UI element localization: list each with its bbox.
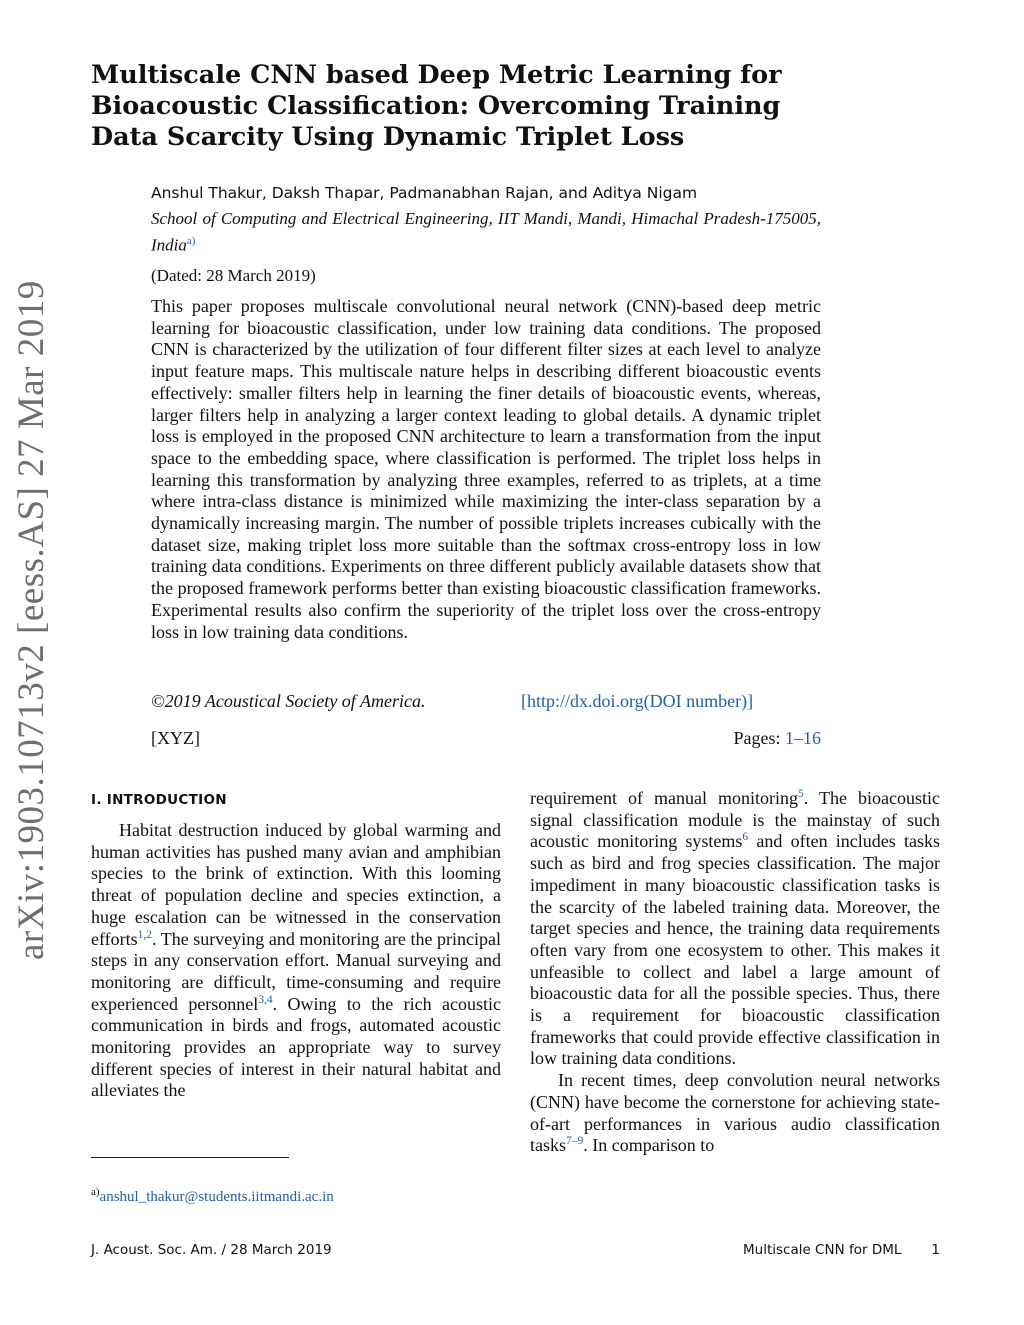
date-line: (Dated: 28 March 2019) <box>151 266 316 285</box>
citation-ref[interactable]: 6 <box>742 831 749 844</box>
footnote <box>91 1186 334 1206</box>
intro-paragraph-1-continued <box>530 788 940 1070</box>
affiliation-footnote-mark[interactable]: a) <box>186 235 196 247</box>
intro-text-f: and often includes tasks such as bird and frog species classification. The major impediment in many bioacoustic classification tasks is the scarcity of the labeled training data. Moreover, the target species and hence, the training data requirements often vary from one ecosystem to other. This makes it unfeasible to collect and label a large amount of bioacoustic data for all the possible species. Thus, there is a requirement for bioacoustic classification frameworks that could provide effective classification in low training data conditions. <box>530 831 940 1069</box>
citation-ref[interactable]: 1,2 <box>137 928 153 941</box>
citation-ref[interactable]: 5 <box>798 788 804 800</box>
pacs-line <box>151 728 821 749</box>
left-column <box>91 820 501 1102</box>
pages-link[interactable]: 1–16 <box>785 728 821 748</box>
copyright-line <box>151 690 821 712</box>
abstract: This paper proposes multiscale convolutional neural network (CNN)-based deep metric learning for bioacoustic classification, under low training data conditions. The proposed CNN is characterized by the utilization of four different filter sizes at each level to analyze input feature maps. This multiscale nature helps in describing different bioacoustic events effectively: smaller filters help in learning the finer details of bioacoustic events, whereas, larger filters help in analyzing a larger context leading to global details. A dynamic triplet loss is employed in the proposed CNN architecture to learn a transformation from the input space to the embedding space, where classification is performed. The triplet loss helps in learning this transformation by analyzing three examples, referred to as triplets, at a time where intra-class distance is minimized while maximizing the inter-class separation by a dynamically increasing margin. The number of possible triplets increases cubically with the dataset size, making triplet loss more suitable than the softmax cross-entropy loss in low training data conditions. Experiments on three different publicly available datasets show that the proposed framework performs better than existing bioacoustic classification frameworks. Experimental results also confirm the superiority of the triplet loss over the cross-entropy loss in low training data conditions. <box>151 296 821 642</box>
doi-link[interactable]: [http://dx.doi.org(DOI number)] <box>521 691 754 711</box>
author-email-link[interactable]: anshul_thakur@students.iitmandi.ac.in <box>99 1189 334 1205</box>
running-title: Multiscale CNN for DML <box>742 1242 902 1258</box>
pages-label: Pages: <box>733 728 781 748</box>
footnote-mark: a) <box>91 1186 100 1198</box>
intro-text-d: requirement of manual monitoring <box>530 788 799 808</box>
intro-text-c: . Owing to the rich acoustic communication in birds and frogs, automated acoustic monitoring provides an appropriate way to survey different species of interest in their natural habitat and alleviates the <box>91 993 501 1101</box>
arxiv-stamp: arXiv:1903.10713v2 [eess.AS] 27 Mar 2019 <box>11 280 52 960</box>
citation-ref[interactable]: 7–9 <box>566 1135 584 1148</box>
page-number: 1 <box>931 1242 940 1258</box>
intro-paragraph-1 <box>91 820 501 1102</box>
footnote-divider <box>91 1157 289 1158</box>
intro-paragraph-2 <box>530 1070 940 1157</box>
affiliation-text: School of Computing and Electrical Engineering, IIT Mandi, Mandi, Himachal Pradesh-175005, India <box>151 209 821 255</box>
intro-text-b: . The surveying and monitoring are the principal steps in any conservation effort. Manual surveying and monitoring are difficult, time-consuming and require experienced personnel <box>91 928 501 1014</box>
page-range <box>734 728 822 749</box>
footer-journal-date: J. Acoust. Soc. Am. / 28 March 2019 <box>91 1242 332 1258</box>
affiliation <box>151 208 821 257</box>
pacs-code: [XYZ] <box>151 728 200 748</box>
intro-text-e: . The bioacoustic signal classification module is the mainstay of such acoustic monitoring systems <box>530 788 941 852</box>
footer-running-title <box>743 1242 940 1258</box>
copyright-text: ©2019 Acoustical Society of America. <box>151 691 426 711</box>
citation-ref[interactable]: 3,4 <box>258 993 273 1006</box>
author-list: Anshul Thakur, Daksh Thapar, Padmanabhan Rajan, and Aditya Nigam <box>151 184 698 202</box>
section-heading-introduction: I. INTRODUCTION <box>91 792 227 808</box>
paper-title: Multiscale CNN based Deep Metric Learning for Bioacoustic Classification: Overcoming Training Data Scarcity Using Dynamic Triplet Loss <box>91 60 782 152</box>
intro-text-a: Habitat destruction induced by global warming and human activities has pushed many avian and amphibian species to the brink of extinction. With this looming threat of population decline and species extinction, a huge escalation can be witnessed in the conservation efforts <box>91 820 501 949</box>
intro-text-h: . In comparison to <box>583 1135 715 1156</box>
intro-text-g: In recent times, deep convolution neural networks (CNN) have become the cornerstone for achieving state-of-art performances in various audio classification tasks <box>530 1070 940 1156</box>
right-column <box>530 788 940 1157</box>
